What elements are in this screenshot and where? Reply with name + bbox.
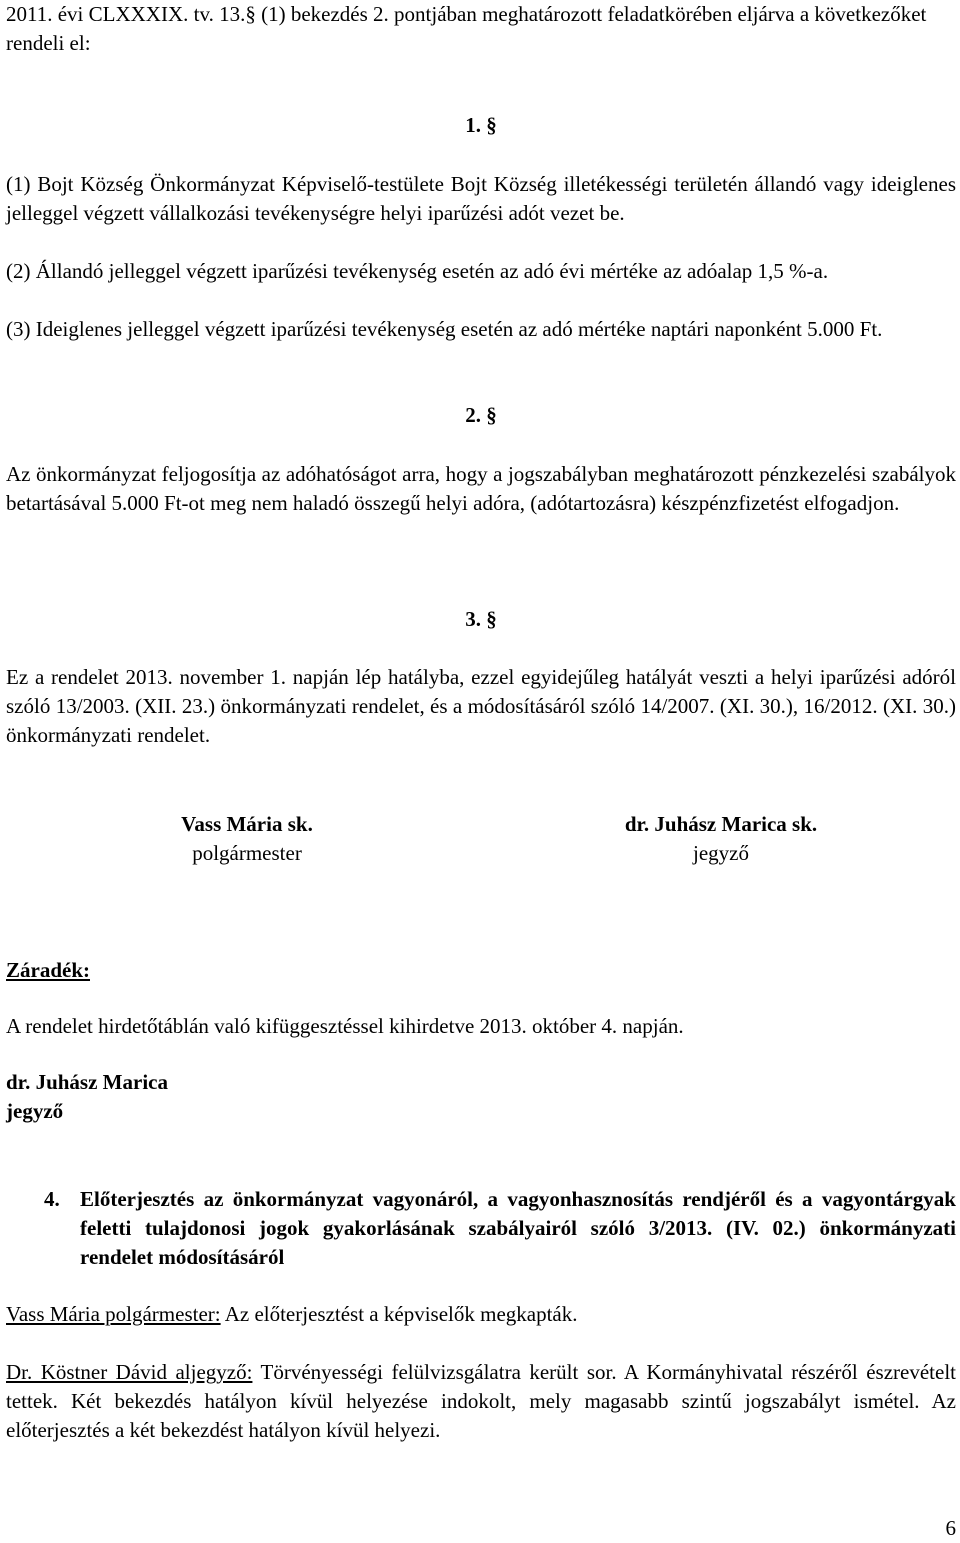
signature-mayor (62, 810, 432, 868)
zaradek-heading: Záradék: (6, 958, 90, 982)
speaker-label: Dr. Köstner Dávid aljegyző: (6, 1360, 253, 1384)
signature-name: dr. Juhász Marica sk. (624, 812, 818, 836)
intro-paragraph: 2011. évi CLXXXIX. tv. 13.§ (1) bekezdés 2. pontjában meghatározott feladatkörében eljárva a következőket rendeli el: (6, 2, 927, 55)
signature-title: polgármester (192, 841, 302, 865)
agenda-item-title: Előterjesztés az önkormányzat vagyonáról, a vagyonhasznosítás rendjéről és a vagyontárgyak feletti tulajdonosi jogok gyakorlásának szabályairól szóló 3/2013. (IV. 02.) önkormányzati rendelet módosításáról (80, 1187, 956, 1269)
statement-text: Törvényességi felülvizsgálatra került sor. A Kormányhivatal részéről észrevételt tettek. Két bekezdés hatályon kívül helyezése indokolt, mely magasabb szintű jogszabályt ismétel. Az előterjesztés a két bekezdést hatályon kívül helyezi. (6, 1360, 956, 1442)
section-3-heading: 3. § (465, 607, 497, 631)
agenda-item-number: 4. (44, 1187, 60, 1211)
section-2-heading: 2. § (465, 403, 497, 427)
page-number: 6 (945, 1516, 956, 1540)
statement-deputy-notary (6, 1358, 956, 1445)
zaradek-text: A rendelet hirdetőtáblán való kifüggesztéssel kihirdetve 2013. október 4. napján. (6, 1014, 684, 1038)
section-1-paragraph-2: (2) Állandó jelleggel végzett iparűzési tevékenység esetén az adó évi mértéke az adóalap 1,5 %-a. (6, 259, 829, 283)
speaker-label: Vass Mária polgármester: (6, 1302, 221, 1326)
section-3-paragraph: Ez a rendelet 2013. november 1. napján lép hatályba, ezzel egyidejűleg hatályát veszti a helyi iparűzési adóról szóló 13/2003. (XII. 23.) önkormányzati rendelet, és a módosításáról szóló 14/2007. (XI. 30.), 16/2012. (XI. 30.) önkormányzati rendelet. (6, 665, 956, 747)
zaradek-signer-title: jegyző (6, 1099, 64, 1123)
signature-name: Vass Mária sk. (181, 812, 313, 836)
agenda-item-4 (44, 1185, 956, 1272)
section-1-paragraph-3: (3) Ideiglenes jelleggel végzett iparűzési tevékenység esetén az adó mértéke naptári naponként 5.000 Ft. (6, 317, 883, 341)
statement-text: Az előterjesztést a képviselők megkapták. (224, 1302, 578, 1326)
statement-mayor (6, 1300, 956, 1329)
signature-title: jegyző (693, 841, 749, 865)
section-1-heading: 1. § (465, 113, 497, 137)
section-2-paragraph: Az önkormányzat feljogosítja az adóhatóságot arra, hogy a jogszabályban meghatározott pénzkezelési szabályok betartásával 5.000 Ft-ot meg nem haladó összegű helyi adóra, (adótartozásra) készpénzfizetést elfogadjon. (6, 462, 956, 515)
signature-notary (536, 810, 906, 868)
section-1-paragraph-1: (1) Bojt Község Önkormányzat Képviselő-testülete Bojt Község illetékességi területén állandó vagy ideiglenes jelleggel végzett vállalkozási tevékenységre helyi iparűzési adót vezet be. (6, 172, 956, 225)
zaradek-signer-name: dr. Juhász Marica (6, 1070, 168, 1094)
